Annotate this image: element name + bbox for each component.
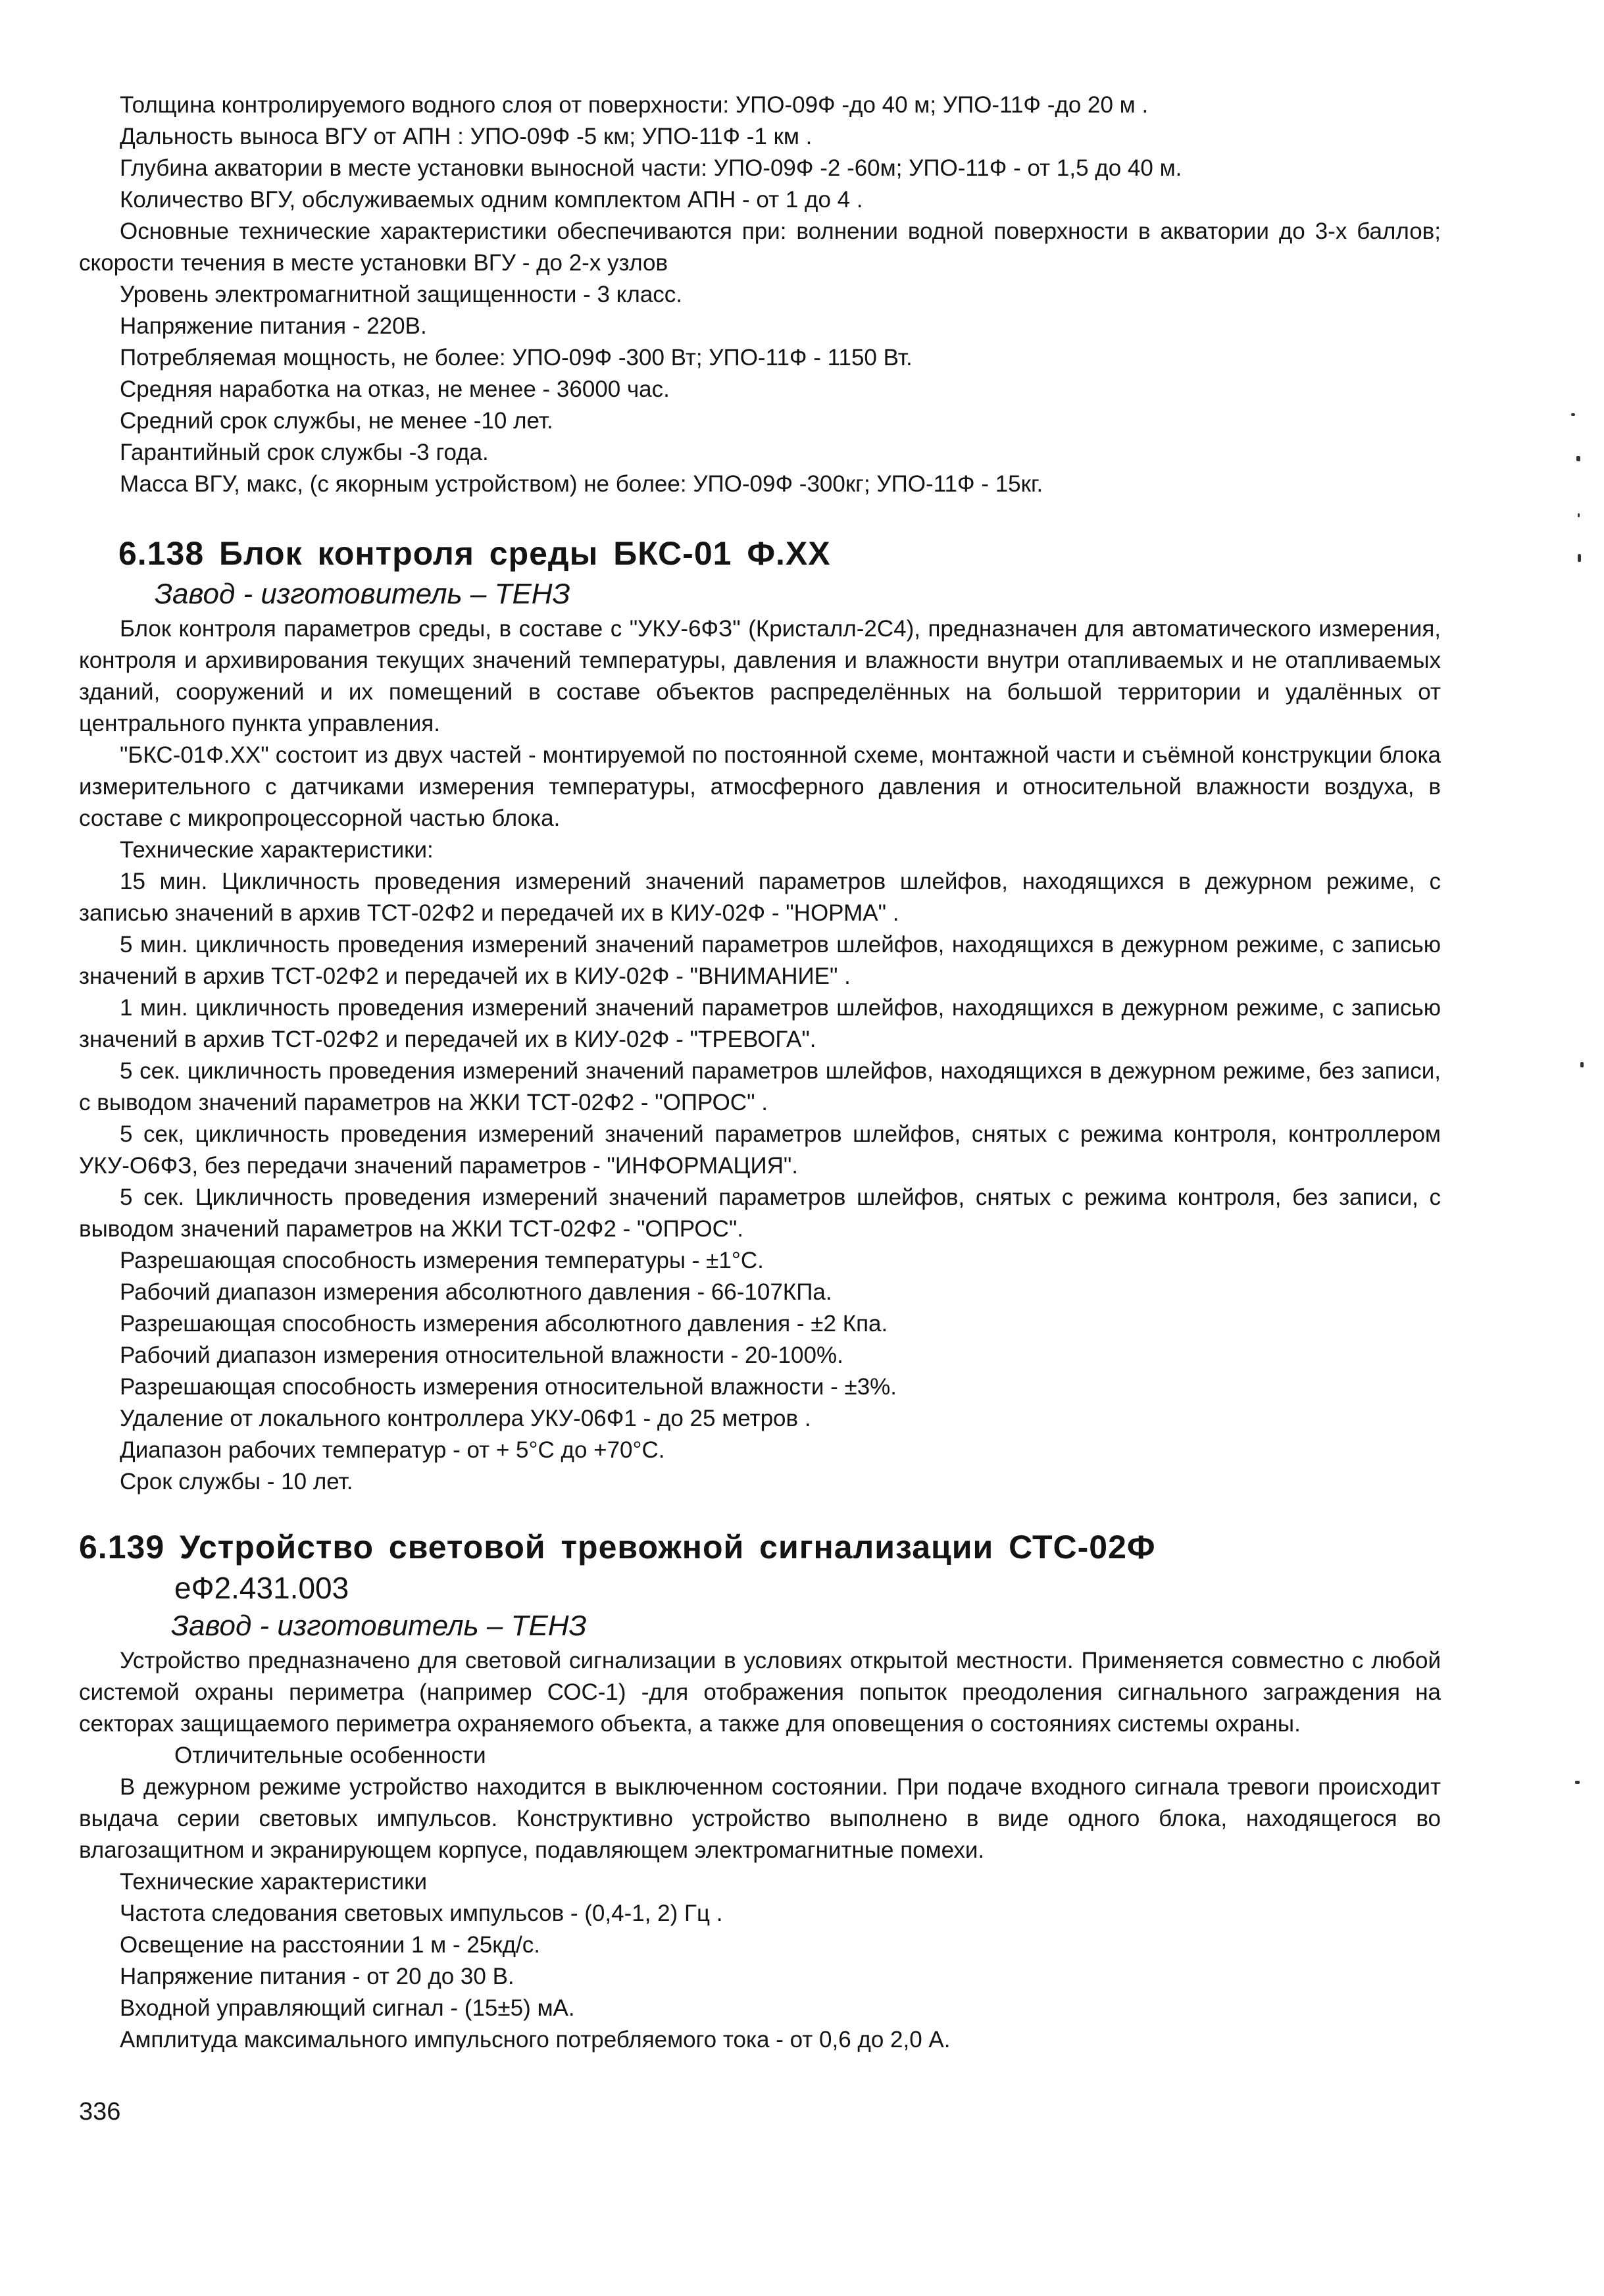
section-heading: 6.138 Блок контроля среды БКС-01 Ф.ХХ [118,535,831,572]
spec-line: Средний срок службы, не менее -10 лет. [120,408,553,434]
description-paragraph: Блок контроля параметров среды, в составе с "УКУ-6ФЗ" (Кристалл-2С4), предназначен для автоматического измерения, контроля и архивирования текущих значений температуры, давления и влажности внутри отапливаемых и не отапливаемых зданий, сооружений и их помещений в составе объектов распределённых на большой территории и удалённых от центрального пункта управления. [79,616,1441,736]
scan-speck [1580,1062,1584,1067]
spec-line: Разрешающая способность измерения температуры - ±1°С. [120,1248,764,1273]
spec-line: Уровень электромагнитной защищенности - 3 класс. [120,282,683,307]
spec-line: Удаление от локального контроллера УКУ-06Ф1 - до 25 метров . [120,1406,811,1431]
scan-speck [1578,513,1580,517]
description-paragraph: "БКС-01Ф.ХХ" состоит из двух частей - монтируемой по постоянной схеме, монтажной части и съёмной конструкции блока измерительного с датчиками измерения температуры, атмосферного давления и относительной влажности воздуха, в составе с микропроцессорной частью блока. [79,742,1441,831]
section-heading: 6.139 Устройство световой тревожной сигнализации СТС-02Ф [79,1529,1156,1566]
cycle-paragraph: 5 сек. Цикличность проведения измерений значений параметров шлейфов, снятых с режима контроля, без записи, с выводом значений параметров на ЖКИ ТСТ-02Ф2 - "ОПРОС". [79,1185,1441,1242]
scan-speck [1571,413,1575,416]
tech-label: Технические характеристики: [120,837,434,863]
spec-line: Дальность выноса ВГУ от АПН : УПО-09Ф -5 км; УПО-11Ф -1 км . [120,124,813,149]
cycle-paragraph: 15 мин. Цикличность проведения измерений значений параметров шлейфов, находящихся в дежурном режиме, с записью значений в архив ТСТ-02Ф2 и передачей их в КИУ-02Ф - "НОРМА" . [79,869,1441,926]
cycle-paragraph: 5 сек. цикличность проведения измерений значений параметров шлейфов, находящихся в дежурном режиме, без записи, с выводом значений параметров на ЖКИ ТСТ-02Ф2 - "ОПРОС" . [79,1058,1441,1115]
spec-line: Потребляемая мощность, не более: УПО-09Ф -300 Вт; УПО-11Ф - 1150 Вт. [120,345,913,370]
spec-line: Разрешающая способность измерения абсолютного давления - ±2 Кпа. [120,1311,888,1337]
manufacturer: Завод - изготовитель – ТЕНЗ [155,578,570,610]
manufacturer: Завод - изготовитель – ТЕНЗ [171,1610,587,1642]
spec-line: Частота следования световых импульсов - (0,4-1, 2) Гц . [120,1901,723,1926]
spec-line: Средняя наработка на отказ, не менее - 36000 час. [120,376,670,402]
description-paragraph: Устройство предназначено для световой сигнализации в условиях открытой местности. Применяется совместно с любой системой охраны периметра (например СОС-1) -для отображения попыток преодоления сигнального заграждения на секторах защищаемого периметра охраняемого объекта, а также для оповещения о состояниях системы охраны. [79,1648,1441,1737]
features-label: Отличительные особенности [174,1743,486,1768]
conditions-paragraph: Основные технические характеристики обеспечиваются при: волнении водной поверхности в акватории до 3-х баллов; скорости течения в месте установки ВГУ - до 2-х узлов [79,218,1441,276]
page-number: 336 [79,2098,121,2126]
product-code: еФ2.431.003 [174,1571,349,1605]
spec-line: Рабочий диапазон измерения абсолютного давления - 66-107КПа. [120,1279,832,1305]
spec-line: Глубина акватории в месте установки выносной части: УПО-09Ф -2 -60м; УПО-11Ф - от 1,5 до 40 м. [120,155,1182,181]
spec-line: Напряжение питания - 220В. [120,313,427,339]
spec-line: Входной управляющий сигнал - (15±5) мА. [120,1995,575,2021]
section-6-139 [79,1525,1441,2056]
spec-line: Разрешающая способность измерения относительной влажности - ±3%. [120,1374,897,1400]
spec-line: Рабочий диапазон измерения относительной влажности - 20-100%. [120,1342,843,1368]
scan-speck [1576,456,1580,461]
spec-line: Диапазон рабочих температур - от + 5°С до +70°С. [120,1437,665,1463]
tech-label: Технические характеристики [120,1869,428,1895]
spec-line: Масса ВГУ, макс, (с якорным устройством) не более: УПО-09Ф -300кг; УПО-11Ф - 15кг. [120,471,1043,497]
spec-line: Количество ВГУ, обслуживаемых одним комплектом АПН - от 1 до 4 . [120,187,863,213]
spec-line: Освещение на расстоянии 1 м - 25кд/с. [120,1932,540,1958]
spec-line: Гарантийный срок службы -3 года. [120,440,489,465]
description-paragraph: В дежурном режиме устройство находится в выключенном состоянии. При подаче входного сигнала тревоги происходит выдача серии световых импульсов. Конструктивно устройство выполнено в виде одного блока, находящегося во влагозащитном и экранирующем корпусе, подавляющем электромагнитные помехи. [79,1774,1441,1863]
cycle-paragraph: 5 сек, цикличность проведения измерений значений параметров шлейфов, снятых с режима контроля, контроллером УКУ-О6ФЗ, без передачи значений параметров - "ИНФОРМАЦИЯ". [79,1121,1441,1179]
spec-line: Срок службы - 10 лет. [120,1469,353,1494]
spec-line: Амплитуда максимального импульсного потребляемого тока - от 0,6 до 2,0 А. [120,2027,951,2053]
section-6-138 [79,532,1441,1498]
cycle-paragraph: 1 мин. цикличность проведения измерений значений параметров шлейфов, находящихся в дежурном режиме, с записью значений в архив ТСТ-02Ф2 и передачей их в КИУ-02Ф - "ТРЕВОГА". [79,995,1441,1052]
scan-speck [1575,1781,1580,1784]
cycle-paragraph: 5 мин. цикличность проведения измерений значений параметров шлейфов, находящихся в дежурном режиме, с записью значений в архив ТСТ-02Ф2 и передачей их в КИУ-02Ф - "ВНИМАНИЕ" . [79,932,1441,989]
top-specs-block [79,89,1441,500]
spec-line: Напряжение питания - от 20 до 30 В. [120,1964,514,1989]
scan-speck [1578,554,1581,562]
spec-line: Толщина контролируемого водного слоя от поверхности: УПО-09Ф -до 40 м; УПО-11Ф -до 20 м . [120,92,1149,118]
